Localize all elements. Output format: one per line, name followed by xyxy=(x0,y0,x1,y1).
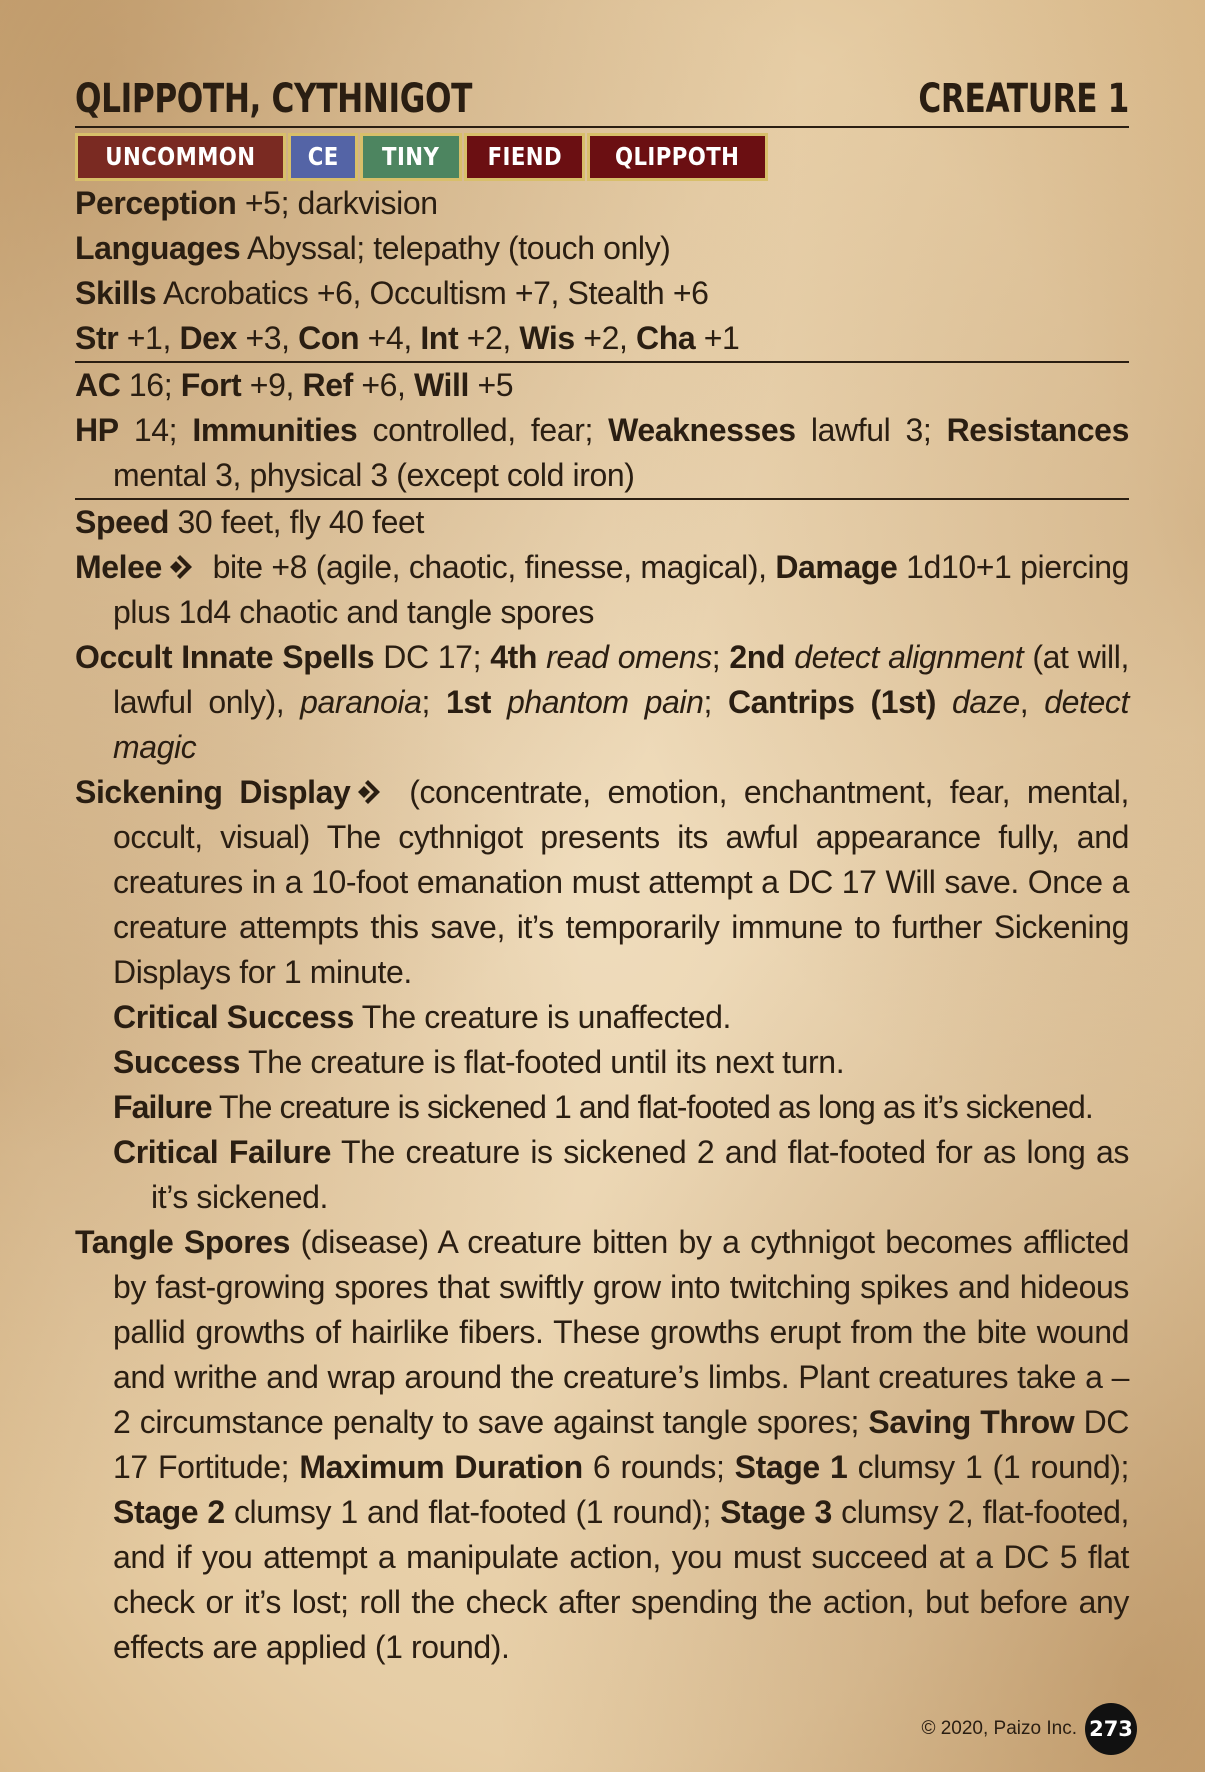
page-number: 273 xyxy=(1085,1703,1137,1755)
stat-body xyxy=(75,181,1129,1670)
creature-name: QLIPPOTH, CYTHNIGOT xyxy=(75,76,472,122)
creature-level: CREATURE 1 xyxy=(918,76,1129,122)
melee-line: Melee bite +8 (agile, chaotic, finesse, magical), Damage 1d10+1 piercing plus 1d4 chaotic and tangle spores xyxy=(75,549,1129,630)
single-action-icon xyxy=(356,777,386,807)
trait-size: TINY xyxy=(360,133,461,181)
page-footer xyxy=(921,1703,1137,1755)
trait-list xyxy=(75,133,1129,181)
critical-failure-line: Critical Failure The creature is sickened 2 and flat-footed for as long as it’s sickened. xyxy=(113,1134,1129,1215)
title-row xyxy=(75,68,1129,128)
trait-fiend: FIEND xyxy=(464,133,586,181)
hp-line: HP 14; Immunities controlled, fear; Weaknesses lawful 3; Resistances mental 3, physical 3 (except cold iron) xyxy=(75,412,1129,493)
stat-block xyxy=(75,68,1129,1670)
defense-line: AC 16; Fort +9, Ref +6, Will +5 xyxy=(75,367,514,403)
skills-line: Skills Acrobatics +6, Occultism +7, Stealth +6 xyxy=(75,275,709,311)
speed-line: Speed 30 feet, fly 40 feet xyxy=(75,504,424,540)
trait-uncommon: UNCOMMON xyxy=(75,133,286,181)
spells-line: Occult Innate Spells DC 17; 4th read omens; 2nd detect alignment (at will, lawful only), paranoia; 1st phantom pain; Cantrips (1st) daze, detect magic xyxy=(75,639,1130,765)
success-line: Success The creature is flat-footed until its next turn. xyxy=(113,1044,845,1080)
critical-success-line: Critical Success The creature is unaffected. xyxy=(113,999,732,1035)
trait-alignment: CE xyxy=(288,133,358,181)
single-action-icon xyxy=(168,552,198,582)
tangle-spores-ability: Tangle Spores (disease) A creature bitten by a cythnigot becomes afflicted by fast-growing spores that swiftly grow into twitching spikes and hideous pallid growths of hairlike fibers. These growths erupt from the bite wound and writhe and wrap around the creature’s limbs. Plant creatures take a –2 circumstance penalty to save against tangle spores; Saving Throw DC 17 Fortitude; Maximum Duration 6 rounds; Stage 1 clumsy 1 (1 round); Stage 2 clumsy 1 and flat-footed (1 round); Stage 3 clumsy 2, flat-footed, and if you attempt a manipulate action, you must succeed at a DC 5 flat check or it’s lost; roll the check after spending the action, but before any effects are applied (1 round). xyxy=(75,1224,1130,1665)
languages-line: Languages Abyssal; telepathy (touch only) xyxy=(75,230,671,266)
copyright: © 2020, Paizo Inc. xyxy=(921,1718,1077,1739)
ability-scores-line: Str +1, Dex +3, Con +4, Int +2, Wis +2, Cha +1 xyxy=(75,320,740,356)
sickening-display-ability: Sickening Display (concentrate, emotion, enchantment, fear, mental, occult, visual) The cythnigot presents its awful appearance fully, and creatures in a 10-foot emanation must attempt a DC 17 Will save. Once a creature attempts this save, it’s temporarily immune to further Sickening Displays for 1 minute. xyxy=(75,774,1129,990)
trait-qlippoth: QLIPPOTH xyxy=(587,133,767,181)
failure-line: Failure The creature is sickened 1 and flat-footed as long as it’s sickened. xyxy=(113,1089,1093,1125)
perception-line: Perception +5; darkvision xyxy=(75,185,438,221)
